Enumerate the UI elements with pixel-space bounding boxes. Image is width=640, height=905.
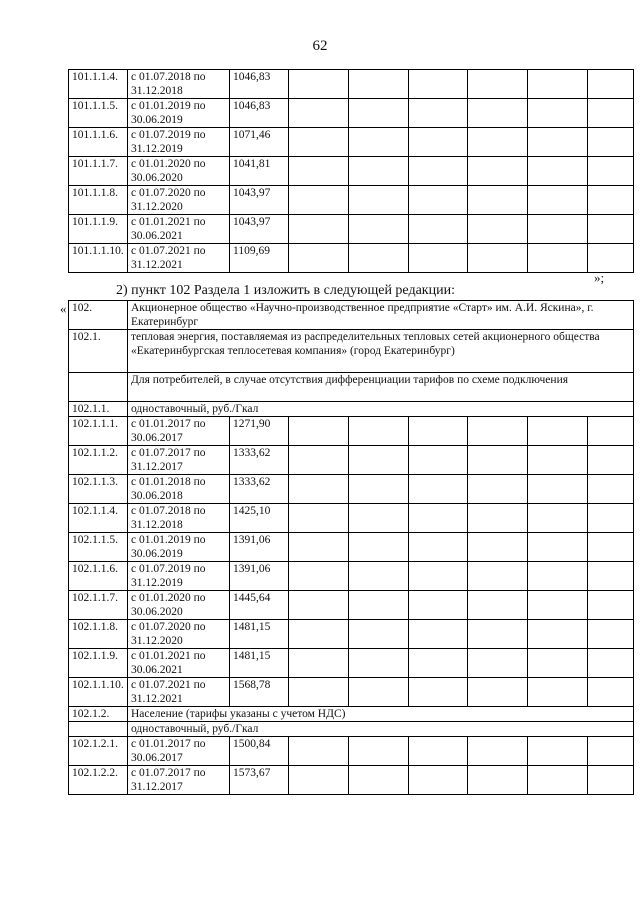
empty-cell bbox=[349, 128, 409, 157]
empty-cell bbox=[289, 737, 349, 766]
empty-cell bbox=[468, 591, 528, 620]
empty-cell bbox=[409, 678, 468, 707]
row-code: 102.1.1.5. bbox=[69, 533, 128, 562]
empty-cell bbox=[588, 157, 634, 186]
row-period: с 01.01.2021 по 30.06.2021 bbox=[128, 215, 230, 244]
empty-cell bbox=[528, 244, 588, 273]
empty-cell bbox=[69, 373, 128, 402]
empty-cell bbox=[409, 562, 468, 591]
tariff-row bbox=[69, 678, 634, 707]
empty-cell bbox=[528, 128, 588, 157]
tariff-row bbox=[69, 591, 634, 620]
row-code: 101.1.1.4. bbox=[69, 70, 128, 99]
row-value: 1568,78 bbox=[230, 678, 289, 707]
empty-cell bbox=[468, 128, 528, 157]
closing-quote: »; bbox=[594, 270, 605, 285]
tariff-row bbox=[69, 70, 634, 99]
row-value: 1046,83 bbox=[230, 99, 289, 128]
row-code: 102.1.1.9. bbox=[69, 649, 128, 678]
tariff-row bbox=[69, 244, 634, 273]
empty-cell bbox=[528, 215, 588, 244]
empty-cell bbox=[289, 562, 349, 591]
row-period: с 01.07.2020 по 31.12.2020 bbox=[128, 186, 230, 215]
row-code: 101.1.1.6. bbox=[69, 128, 128, 157]
row-code: 101.1.1.9. bbox=[69, 215, 128, 244]
amendment-instruction: 2) пункт 102 Раздела 1 изложить в следующей редакции: bbox=[116, 283, 455, 298]
row-period: с 01.07.2018 по 31.12.2018 bbox=[128, 70, 230, 99]
empty-cell bbox=[289, 70, 349, 99]
row-value: 1043,97 bbox=[230, 186, 289, 215]
empty-cell bbox=[468, 737, 528, 766]
empty-cell bbox=[588, 99, 634, 128]
empty-cell bbox=[409, 737, 468, 766]
row-value: 1481,15 bbox=[230, 620, 289, 649]
empty-cell bbox=[349, 766, 409, 795]
row-code: 102.1.2.1. bbox=[69, 737, 128, 766]
empty-cell bbox=[409, 186, 468, 215]
empty-cell bbox=[349, 99, 409, 128]
tariff-row bbox=[69, 157, 634, 186]
empty-cell bbox=[349, 475, 409, 504]
empty-cell bbox=[349, 504, 409, 533]
population-label: Население (тарифы указаны с учетом НДС) bbox=[128, 707, 634, 722]
empty-cell bbox=[588, 244, 634, 273]
tariff-row bbox=[69, 737, 634, 766]
empty-cell bbox=[409, 446, 468, 475]
rate-label: одноставочный, руб./Гкал bbox=[128, 722, 634, 737]
empty-cell bbox=[349, 591, 409, 620]
empty-cell bbox=[588, 591, 634, 620]
empty-cell bbox=[588, 417, 634, 446]
row-value: 1109,69 bbox=[230, 244, 289, 273]
row-value: 1500,84 bbox=[230, 737, 289, 766]
row-period: с 01.07.2019 по 31.12.2019 bbox=[128, 128, 230, 157]
empty-cell bbox=[588, 620, 634, 649]
empty-cell bbox=[289, 649, 349, 678]
empty-cell bbox=[468, 533, 528, 562]
empty-cell bbox=[528, 591, 588, 620]
empty-cell bbox=[289, 678, 349, 707]
row-value: 1481,15 bbox=[230, 649, 289, 678]
tariff-row bbox=[69, 766, 634, 795]
empty-cell bbox=[409, 649, 468, 678]
empty-cell bbox=[409, 244, 468, 273]
empty-cell bbox=[468, 766, 528, 795]
empty-cell bbox=[289, 99, 349, 128]
tariff-row bbox=[69, 446, 634, 475]
row-code: 102.1.1.8. bbox=[69, 620, 128, 649]
empty-cell bbox=[349, 244, 409, 273]
row-value: 1041,81 bbox=[230, 157, 289, 186]
empty-cell bbox=[409, 215, 468, 244]
empty-cell bbox=[588, 533, 634, 562]
tariff-row bbox=[69, 620, 634, 649]
row-code: 102.1.1.6. bbox=[69, 562, 128, 591]
heat-description: тепловая энергия, поставляемая из распределительных тепловых сетей акционерного общества «Екатеринбургская теплосетевая компания» (город Екатеринбург) bbox=[128, 330, 634, 373]
row-period: с 01.07.2018 по 31.12.2018 bbox=[128, 504, 230, 533]
empty-cell bbox=[588, 475, 634, 504]
empty-cell bbox=[468, 620, 528, 649]
empty-cell bbox=[588, 128, 634, 157]
empty-cell bbox=[409, 128, 468, 157]
empty-cell bbox=[588, 737, 634, 766]
row-code: 102.1.2.2. bbox=[69, 766, 128, 795]
empty-cell bbox=[468, 649, 528, 678]
tariff-row bbox=[69, 475, 634, 504]
empty-cell bbox=[409, 70, 468, 99]
rate-row bbox=[69, 402, 634, 417]
row-code: 102.1.1.2. bbox=[69, 446, 128, 475]
row-period: с 01.07.2017 по 31.12.2017 bbox=[128, 766, 230, 795]
empty-cell bbox=[588, 562, 634, 591]
empty-cell bbox=[528, 70, 588, 99]
empty-cell bbox=[588, 678, 634, 707]
row-value: 1043,97 bbox=[230, 215, 289, 244]
row-period: с 01.07.2017 по 31.12.2017 bbox=[128, 446, 230, 475]
empty-cell bbox=[289, 446, 349, 475]
row-value: 1046,83 bbox=[230, 70, 289, 99]
empty-cell bbox=[289, 244, 349, 273]
empty-cell bbox=[409, 504, 468, 533]
row-period: с 01.07.2021 по 31.12.2021 bbox=[128, 678, 230, 707]
row-period: с 01.01.2017 по 30.06.2017 bbox=[128, 737, 230, 766]
empty-cell bbox=[528, 533, 588, 562]
row-code: 101.1.1.10. bbox=[69, 244, 128, 273]
consumers-description: Для потребителей, в случае отсутствия дифференциации тарифов по схеме подключения bbox=[128, 373, 634, 402]
empty-cell bbox=[528, 417, 588, 446]
empty-cell bbox=[289, 417, 349, 446]
empty-cell bbox=[289, 157, 349, 186]
row-value: 1071,46 bbox=[230, 128, 289, 157]
row-value: 1425,10 bbox=[230, 504, 289, 533]
empty-cell bbox=[409, 475, 468, 504]
heat-row bbox=[69, 330, 634, 373]
empty-cell bbox=[349, 678, 409, 707]
empty-cell bbox=[528, 649, 588, 678]
row-code: 102.1.1.4. bbox=[69, 504, 128, 533]
empty-cell bbox=[349, 186, 409, 215]
tariff-row bbox=[69, 417, 634, 446]
empty-cell bbox=[468, 475, 528, 504]
row-period: с 01.01.2021 по 30.06.2021 bbox=[128, 649, 230, 678]
tariff-row bbox=[69, 128, 634, 157]
row-code: 102. bbox=[69, 301, 128, 330]
rate-row bbox=[69, 722, 634, 737]
row-value: 1391,06 bbox=[230, 562, 289, 591]
empty-cell bbox=[468, 157, 528, 186]
empty-cell bbox=[528, 737, 588, 766]
tariff-row bbox=[69, 186, 634, 215]
empty-cell bbox=[588, 215, 634, 244]
row-code: 102.1.1.1. bbox=[69, 417, 128, 446]
row-period: с 01.01.2019 по 30.06.2019 bbox=[128, 533, 230, 562]
empty-cell bbox=[289, 215, 349, 244]
row-value: 1333,62 bbox=[230, 446, 289, 475]
empty-cell bbox=[528, 504, 588, 533]
empty-cell bbox=[289, 591, 349, 620]
empty-cell bbox=[588, 504, 634, 533]
row-period: с 01.01.2018 по 30.06.2018 bbox=[128, 475, 230, 504]
empty-cell bbox=[468, 446, 528, 475]
empty-cell bbox=[349, 70, 409, 99]
empty-cell bbox=[588, 766, 634, 795]
empty-cell bbox=[588, 446, 634, 475]
row-value: 1271,90 bbox=[230, 417, 289, 446]
tariff-row bbox=[69, 562, 634, 591]
rate-label: одноставочный, руб./Гкал bbox=[128, 402, 634, 417]
empty-cell bbox=[349, 649, 409, 678]
row-code: 102.1.2. bbox=[69, 707, 128, 722]
empty-cell bbox=[409, 591, 468, 620]
empty-cell bbox=[349, 446, 409, 475]
empty-cell bbox=[289, 620, 349, 649]
empty-cell bbox=[289, 533, 349, 562]
empty-cell bbox=[468, 504, 528, 533]
empty-cell bbox=[468, 244, 528, 273]
empty-cell bbox=[289, 128, 349, 157]
row-period: с 01.01.2020 по 30.06.2020 bbox=[128, 157, 230, 186]
row-code: 102.1.1.10. bbox=[69, 678, 128, 707]
row-code: 102.1.1.3. bbox=[69, 475, 128, 504]
empty-cell bbox=[349, 737, 409, 766]
empty-cell bbox=[528, 620, 588, 649]
empty-cell bbox=[588, 70, 634, 99]
tariff-row bbox=[69, 533, 634, 562]
empty-cell bbox=[468, 186, 528, 215]
empty-cell bbox=[289, 766, 349, 795]
row-value: 1445,64 bbox=[230, 591, 289, 620]
empty-cell bbox=[528, 766, 588, 795]
row-code: 101.1.1.5. bbox=[69, 99, 128, 128]
row-value: 1391,06 bbox=[230, 533, 289, 562]
tariff-row bbox=[69, 649, 634, 678]
empty-cell bbox=[528, 186, 588, 215]
empty-cell bbox=[349, 533, 409, 562]
empty-cell bbox=[69, 722, 128, 737]
empty-cell bbox=[409, 766, 468, 795]
row-value: 1573,67 bbox=[230, 766, 289, 795]
row-period: с 01.01.2017 по 30.06.2017 bbox=[128, 417, 230, 446]
page-number: 62 bbox=[312, 38, 328, 54]
population-row bbox=[69, 707, 634, 722]
tariff-table-101 bbox=[68, 69, 634, 273]
row-code: 101.1.1.7. bbox=[69, 157, 128, 186]
row-period: с 01.07.2021 по 31.12.2021 bbox=[128, 244, 230, 273]
org-name: Акционерное общество «Научно-производственное предприятие «Старт» им. А.И. Яскина», г. Екатеринбург bbox=[128, 301, 634, 330]
row-code: 101.1.1.8. bbox=[69, 186, 128, 215]
empty-cell bbox=[528, 678, 588, 707]
empty-cell bbox=[349, 562, 409, 591]
empty-cell bbox=[468, 417, 528, 446]
empty-cell bbox=[528, 446, 588, 475]
row-period: с 01.01.2019 по 30.06.2019 bbox=[128, 99, 230, 128]
empty-cell bbox=[349, 620, 409, 649]
empty-cell bbox=[409, 157, 468, 186]
empty-cell bbox=[289, 186, 349, 215]
empty-cell bbox=[528, 157, 588, 186]
empty-cell bbox=[528, 562, 588, 591]
empty-cell bbox=[528, 475, 588, 504]
empty-cell bbox=[409, 417, 468, 446]
empty-cell bbox=[409, 533, 468, 562]
empty-cell bbox=[289, 504, 349, 533]
row-period: с 01.07.2019 по 31.12.2019 bbox=[128, 562, 230, 591]
empty-cell bbox=[468, 99, 528, 128]
row-value: 1333,62 bbox=[230, 475, 289, 504]
empty-cell bbox=[468, 215, 528, 244]
empty-cell bbox=[528, 99, 588, 128]
empty-cell bbox=[349, 157, 409, 186]
empty-cell bbox=[289, 475, 349, 504]
tariff-row bbox=[69, 504, 634, 533]
row-code: 102.1. bbox=[69, 330, 128, 373]
empty-cell bbox=[349, 417, 409, 446]
empty-cell bbox=[468, 70, 528, 99]
empty-cell bbox=[409, 99, 468, 128]
empty-cell bbox=[468, 678, 528, 707]
empty-cell bbox=[349, 215, 409, 244]
opening-quote: « bbox=[60, 301, 67, 316]
row-code: 102.1.1.7. bbox=[69, 591, 128, 620]
org-row bbox=[69, 301, 634, 330]
empty-cell bbox=[468, 562, 528, 591]
row-period: с 01.07.2020 по 31.12.2020 bbox=[128, 620, 230, 649]
tariff-row bbox=[69, 99, 634, 128]
empty-cell bbox=[588, 649, 634, 678]
tariff-table-102 bbox=[68, 300, 634, 795]
tariff-row bbox=[69, 215, 634, 244]
consumers-row bbox=[69, 373, 634, 402]
row-period: с 01.01.2020 по 30.06.2020 bbox=[128, 591, 230, 620]
empty-cell bbox=[588, 186, 634, 215]
empty-cell bbox=[409, 620, 468, 649]
row-code: 102.1.1. bbox=[69, 402, 128, 417]
